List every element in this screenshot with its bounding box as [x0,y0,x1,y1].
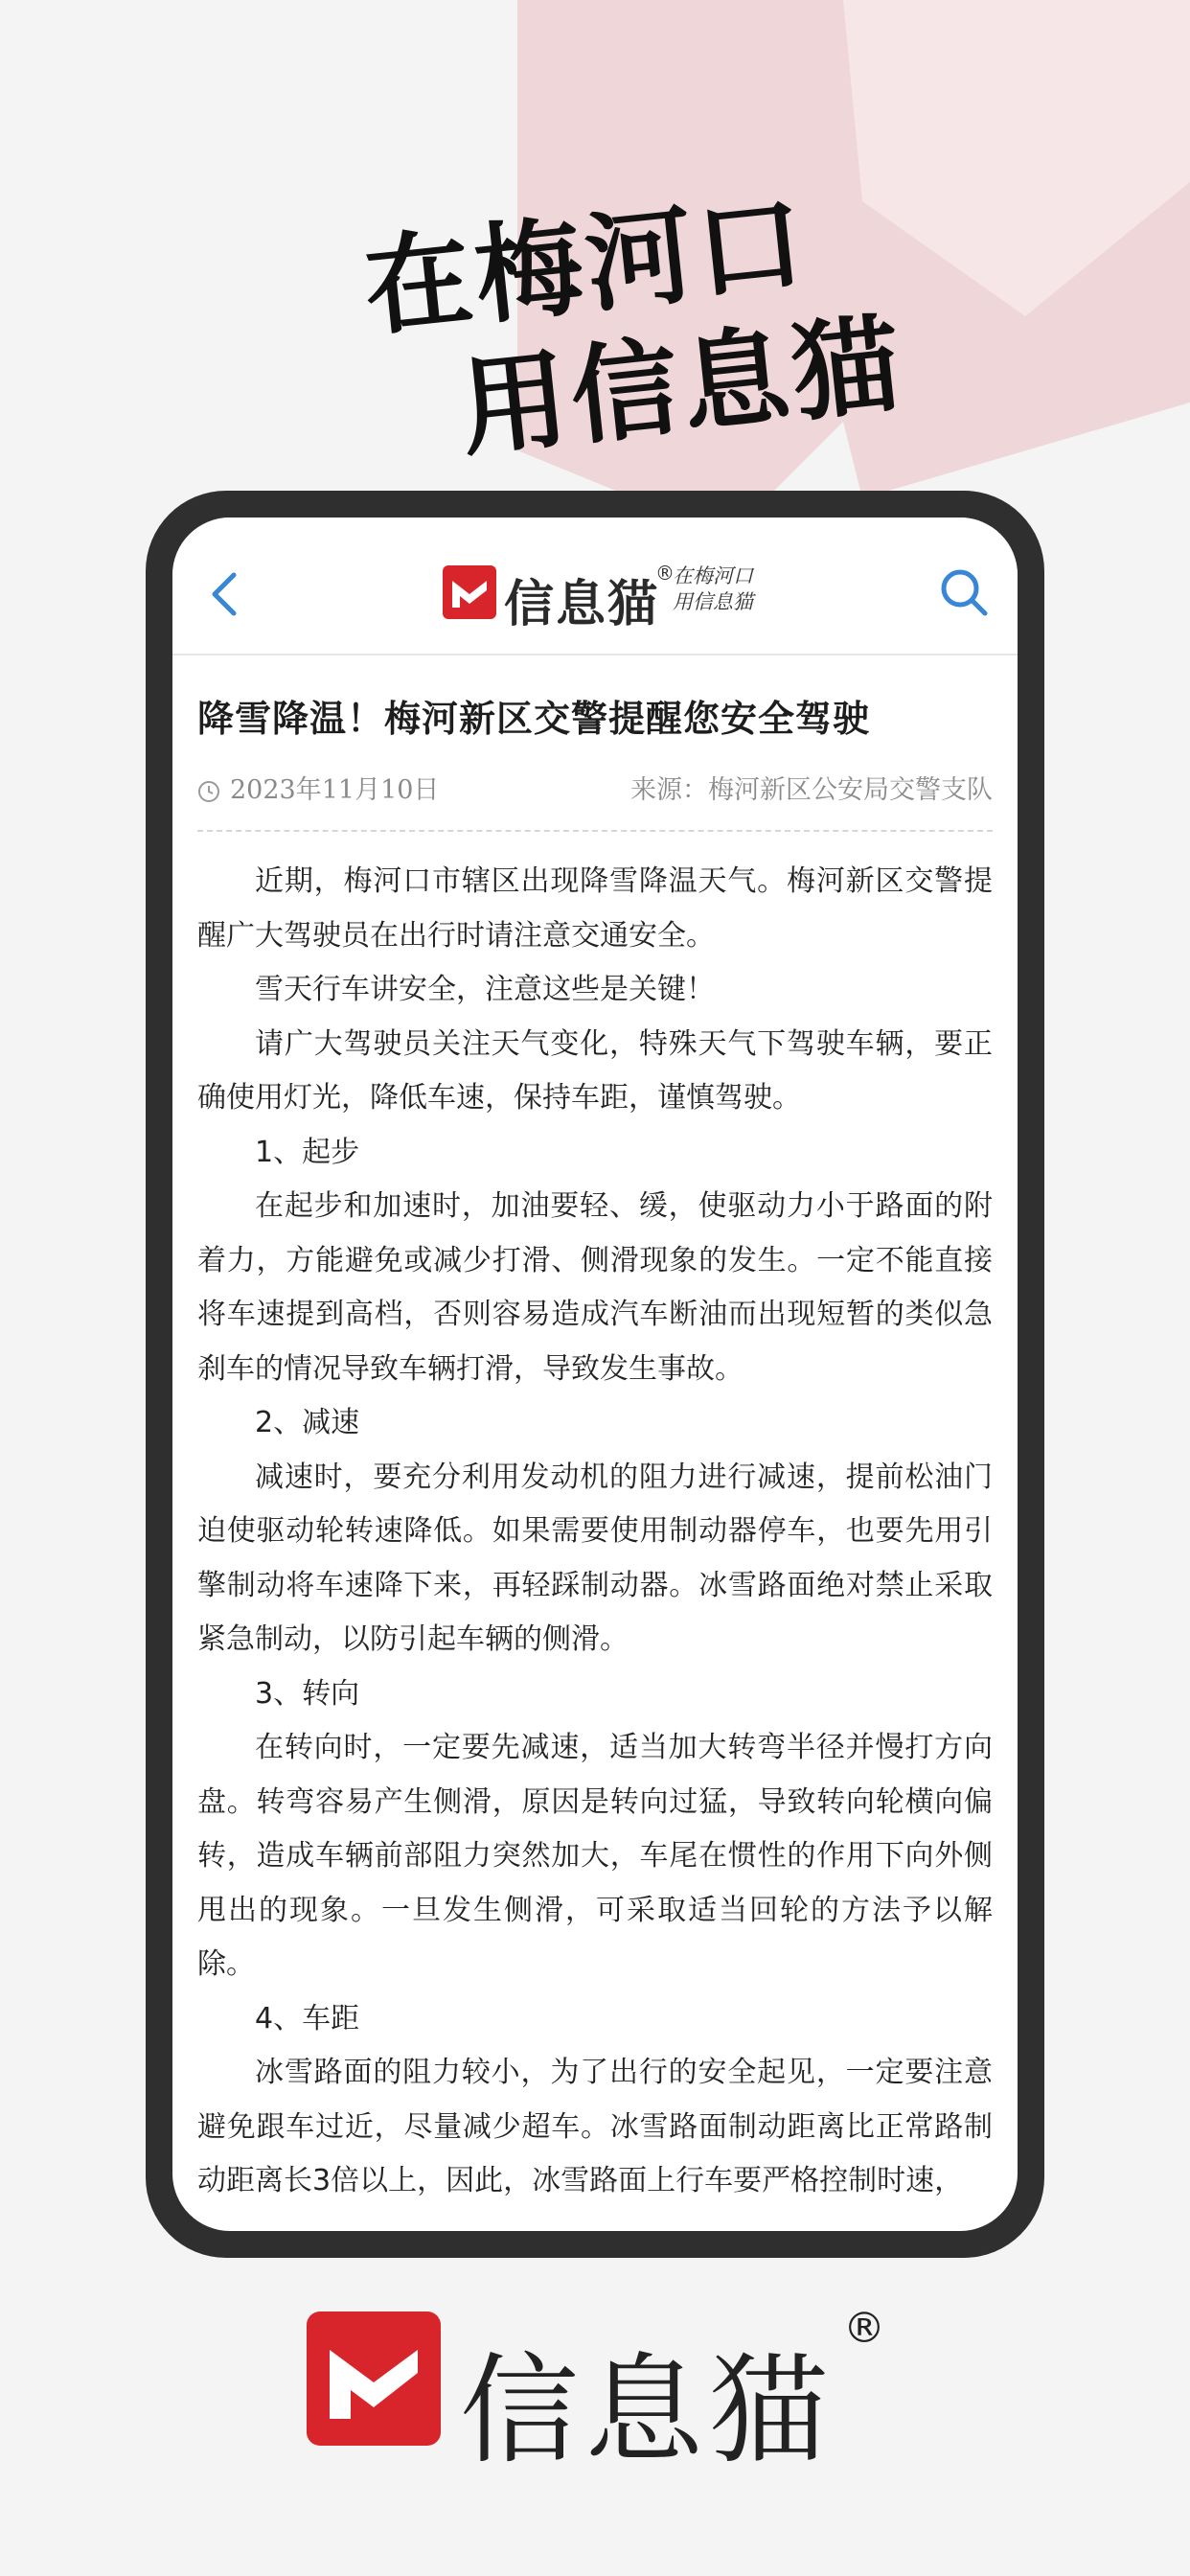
back-button[interactable] [201,567,249,621]
header-tagline [673,564,753,615]
article-paragraph: 雪天行车讲安全，注意这些是关键！ [255,973,715,1006]
article-paragraph: 减速时，要充分利用发动机的阻力进行减速，提前松油门迫使驱动轮转速降低。如果需要使用制动器停车，也要先用引擎制动将车速降下来，再轻踩制动器。冰雪路面绝对禁止采取紧急制动，以防引起车辆的侧滑。 [197,1460,993,1656]
footer-logo-registered: ® [843,2304,885,2353]
brand-mark-icon [307,2312,441,2446]
search-icon [937,565,991,619]
article-body [197,855,993,2209]
article-section-heading: 4、车距 [255,2001,360,2036]
phone-frame [146,491,1044,2258]
app-header [172,518,1018,656]
article-paragraph: 近期，梅河口市辖区出现降雪降温天气。梅河新区交警提醒广大驾驶员在出行时请注意交通安全。 [197,864,993,953]
article-paragraph: 在起步和加速时，加油要轻、缓，使驱动力小于路面的附着力，方能避免或减少打滑、侧滑现象的发生。一定不能直接将车速提到高档，否则容易造成汽车断油而出现短暂的类似急刹车的情况导致车辆打滑，导致发生事故。 [197,1189,993,1386]
header-logo [443,562,768,633]
article-meta [197,767,993,832]
article [197,654,993,2209]
slogan-line-2: 用信息猫 [454,300,910,472]
phone-screen [172,518,1018,2231]
promo-slogan [358,179,910,472]
search-button[interactable] [937,565,991,619]
brand-mark-icon [443,565,496,619]
article-date [197,767,439,815]
header-tagline-line-1: 在梅河口 [673,564,753,587]
chevron-left-icon [201,567,249,621]
slogan-line-1: 在梅河口 [358,179,814,352]
article-paragraph: 在转向时，一定要先减速，适当加大转弯半径并慢打方向盘。转弯容易产生侧滑，原因是转向过猛，导致转向轮横向偏转，造成车辆前部阻力突然加大，车尾在惯性的作用下向外侧甩出的现象。一旦发生侧滑，可采取适当回轮的方法予以解除。 [197,1731,993,1981]
article-section-heading: 1、起步 [255,1135,360,1169]
header-tagline-line-2: 用信息猫 [673,590,753,613]
article-paragraph: 请广大驾驶员关注天气变化，特殊天气下驾驶车辆，要正确使用灯光，降低车速，保持车距，谨慎驾驶。 [197,1026,993,1115]
article-section-heading: 3、转向 [255,1676,360,1711]
header-logo-registered: ® [655,562,675,585]
article-title: 降雪降温！梅河新区交警提醒您安全驾驶 [197,698,871,740]
article-paragraph: 冰雪路面的阻力较小，为了出行的安全起见，一定要注意避免跟车过近，尽量减少超车。冰雪路面制动距离比正常路制动距离长3倍以上，因此，冰雪路面上行车要严格控制时速， [197,2056,993,2197]
article-source: 来源：梅河新区公安局交警支队 [630,775,993,805]
footer-logo [307,2304,901,2480]
footer-logo-name: 信息猫 [460,2342,835,2480]
article-date-text: 2023年11月10日 [230,775,440,805]
article-section-heading: 2、减速 [255,1406,360,1439]
header-logo-name: 信息猫 [504,576,660,633]
